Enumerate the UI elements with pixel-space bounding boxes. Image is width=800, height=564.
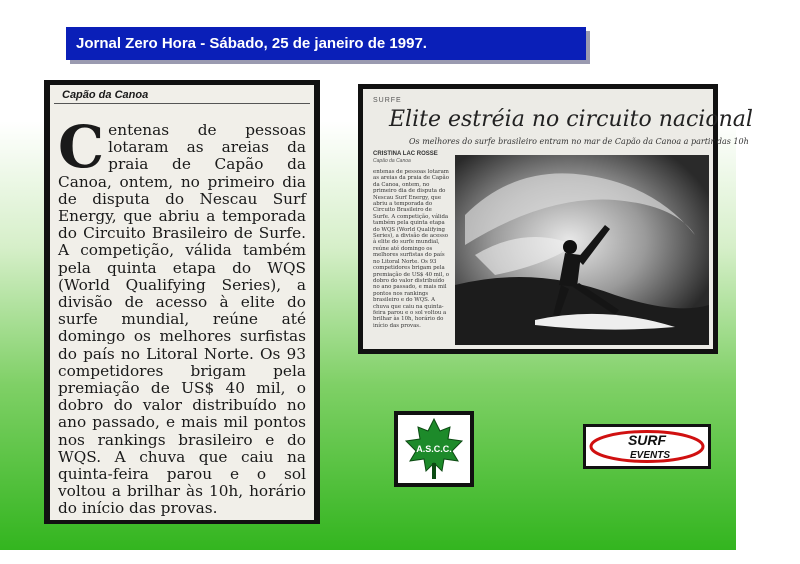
newspaper-clipping-text	[44, 80, 320, 524]
article-byline: CRISTINA LAC ROSSE	[373, 151, 438, 157]
surfer-photo	[455, 155, 709, 345]
section-label: Capão da Canoa	[54, 85, 310, 104]
ascc-leaf-icon	[398, 415, 470, 483]
article-subheadline: Os melhores do surfe brasileiro entram no mar de Capão da Canoa a partir das 10h	[409, 137, 749, 146]
article-text: entenas de pessoas lotaram as areias da praia de Capão da Canoa, ontem, no primeiro dia de disputa do Nescau Surf Energy, que abriu a temporada do Circuito Brasileiro de Surfe. A competição, válida também pela quinta etapa do WQS (World Qualifying Series), a divisão de acesso à elite do surfe mundial, reúne até domingo os melhores surfistas do país no Litoral Norte. Os 93 competidores brigam pela premiação de US$ 40 mil, o dobro do valor distribuído no ano passado, e mais mil pontos nos rankings brasileiro e do WQS. A chuva que caiu na quinta-feira parou e o sol voltou a brilhar às 10h, horário do início das provas.	[58, 121, 306, 518]
surf-events-emblem	[586, 427, 708, 466]
svg-text:EVENTS: EVENTS	[629, 450, 671, 461]
page-title: Jornal Zero Hora - Sábado, 25 de janeiro de 1997.	[66, 27, 586, 60]
surf-events-logo	[583, 424, 711, 469]
newspaper-clipping-photo	[358, 84, 753, 354]
article-body	[50, 104, 314, 518]
svg-text:A.S.C.C.: A.S.C.C.	[416, 444, 452, 454]
kicker-label: SURFE	[373, 97, 402, 104]
ascc-logo	[394, 411, 474, 487]
clipping-paper	[50, 85, 314, 520]
article-headline: Elite estréia no circuito nacional	[389, 107, 753, 132]
svg-text:SURF: SURF	[627, 432, 667, 448]
clipping-paper-right	[363, 89, 753, 349]
article-byline-location: Capão da Canoa	[373, 158, 411, 164]
article-column-text: entenas de pessoas lotaram as areias da praia de Capão da Canoa, ontem, no primeiro dia de disputa do Nescau Surf Energy, que abriu a temporada do Circuito Brasileiro de Surfe. A competição, válida também pela quinta etapa do WQS (World Qualifying Series), a divisão de acesso à elite do surfe mundial, reúne até domingo os melhores surfistas do país no Litoral Norte. Os 93 competidores brigam pela premiação de US$ 40 mil, o dobro do valor distribuído no ano passado, e mais mil pontos nos rankings brasileiro e do WQS. A chuva que caiu na quinta-feira parou e o sol voltou a brilhar às 10h, horário do início das provas.	[373, 169, 449, 329]
drop-cap: C	[58, 113, 105, 181]
